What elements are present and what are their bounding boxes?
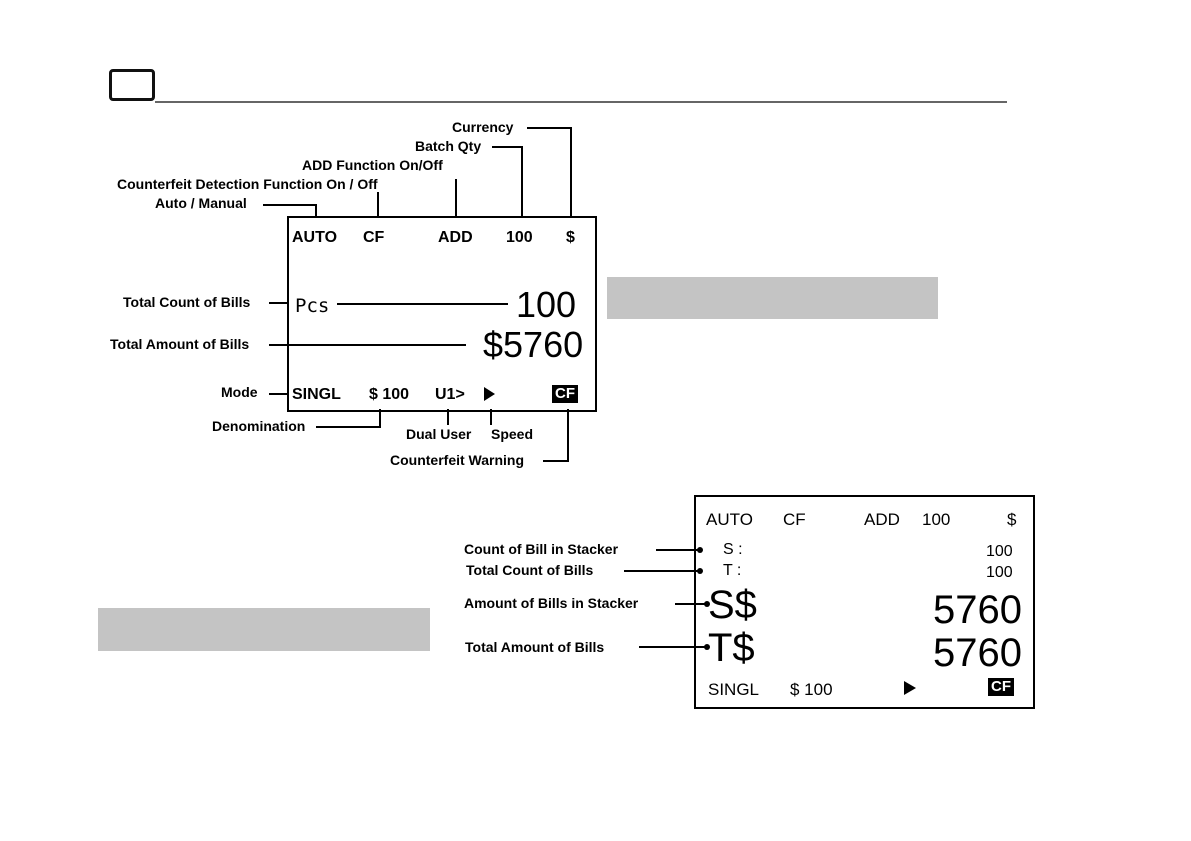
lcd2-t-value: 100 xyxy=(986,564,1013,581)
lcd-cf: CF xyxy=(363,229,385,246)
lcd-batch: 100 xyxy=(506,229,533,246)
callout-counterfeit-detection: Counterfeit Detection Function On / Off xyxy=(117,176,378,192)
lcd2-s-value: 100 xyxy=(986,543,1013,560)
lcd-auto: AUTO xyxy=(292,229,338,246)
speed-play-icon-2 xyxy=(904,681,916,695)
lcd-amount-value: $5760 xyxy=(483,324,584,365)
callout-total-count: Total Count of Bills xyxy=(123,294,251,310)
callout-total-amount-2: Total Amount of Bills xyxy=(465,639,605,655)
lcd-pcs: Pcs xyxy=(295,295,330,317)
cf-warning-badge-2: CF xyxy=(988,678,1014,696)
lcd-user: U1> xyxy=(435,386,465,403)
callout-dual-user: Dual User xyxy=(406,426,472,442)
lcd-add: ADD xyxy=(438,229,473,246)
lcd2-currency: $ xyxy=(1007,510,1017,529)
callout-total-count-2: Total Count of Bills xyxy=(466,562,594,578)
callout-mode: Mode xyxy=(221,384,258,400)
callout-total-amount: Total Amount of Bills xyxy=(110,336,250,352)
speed-play-icon xyxy=(484,387,495,401)
lcd-mode: SINGL xyxy=(292,386,341,403)
lcd2-s-label: S : xyxy=(723,541,743,558)
callout-currency: Currency xyxy=(452,119,514,135)
lcd2-t-amount-value: 5760 xyxy=(933,631,1022,675)
lcd2-add: ADD xyxy=(864,510,900,529)
callout-speed: Speed xyxy=(491,426,534,442)
lcd2-cf: CF xyxy=(783,510,806,529)
cf-warning-badge: CF xyxy=(552,385,578,403)
callout-denomination: Denomination xyxy=(212,418,306,434)
callout-batch-qty: Batch Qty xyxy=(415,138,482,154)
callout-count-stacker: Count of Bill in Stacker xyxy=(464,541,619,557)
lcd-denomination: $ 100 xyxy=(369,386,410,403)
lcd-currency: $ xyxy=(566,229,575,246)
lcd2-t-amount-label: T$ xyxy=(708,626,755,670)
lcd-count-value: 100 xyxy=(516,284,577,325)
lcd2-batch: 100 xyxy=(922,510,951,529)
lcd2-mode: SINGL xyxy=(708,680,760,699)
lcd2-t-label: T : xyxy=(723,562,742,579)
callout-auto-manual: Auto / Manual xyxy=(155,195,247,211)
lcd2-s-amount-value: 5760 xyxy=(933,588,1022,632)
callout-add-function: ADD Function On/Off xyxy=(302,157,443,173)
lcd2-denomination: $ 100 xyxy=(790,680,833,699)
callout-amount-stacker: Amount of Bills in Stacker xyxy=(464,595,639,611)
callout-counterfeit-warning: Counterfeit Warning xyxy=(390,452,525,468)
lcd2-auto: AUTO xyxy=(706,510,753,529)
lcd2-s-amount-label: S$ xyxy=(708,583,757,627)
